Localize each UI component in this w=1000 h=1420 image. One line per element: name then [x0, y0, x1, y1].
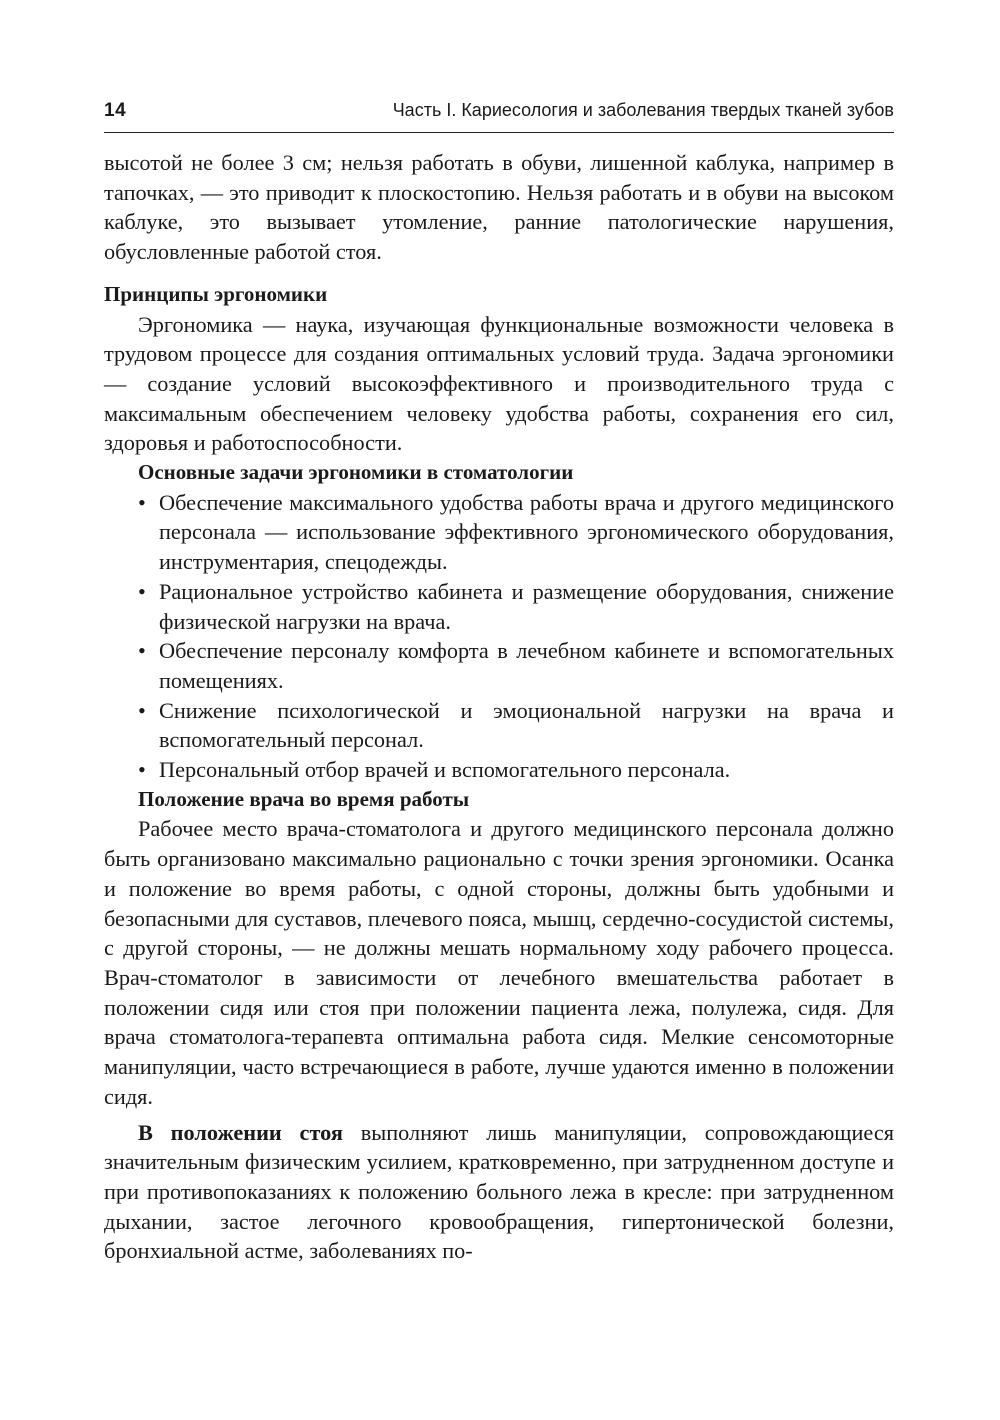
position-paragraph: Рабочее место врача-стоматолога и другого медицинского персонала должно быть организовано максимально рационально с точки зрения эргономики. Осанка и положение во время работы, с одной стороны, должны быть удобными и безопасными для суставов, плечевого пояса, мышц, сердечно-сосудистой системы, с другой стороны, — не должны мешать нормальному ходу рабочего процесса. Врач-стоматолог в зависимости от лечебного вмешательства работает в положении сидя или стоя при положении пациента лежа, полулежа, сидя. Для врача стоматолога-терапевта оптимальна работа сидя. Мелкие сенсомоторные манипуляции, часто встречающиеся в работе, лучше удаются именно в положении сидя. — [104, 816, 894, 1109]
list-item: • Персональный отбор врачей и вспомогательного персонала. — [138, 755, 894, 785]
ergonomics-paragraph: Эргономика — наука, изучающая функциональные возможности человека в трудовом процессе для создания оптимальных условий труда. Задача эргономики — создание условий высокоэффективного и производительного труда с максимальным обеспечением человеку удобства работы, сохранения его сил, здоровья и работоспособности. — [104, 311, 894, 456]
page-body — [104, 148, 894, 1266]
list-item: • Рациональное устройство кабинета и размещение оборудования, снижение физической нагрузки на врача. — [138, 577, 894, 636]
standing-lead: В положении стоя — [138, 1119, 343, 1145]
heading-main-tasks: Основные задачи эргономики в стоматологии — [138, 460, 574, 485]
heading-doctor-position: Положение врача во время работы — [138, 786, 470, 811]
standing-paragraph — [104, 1118, 894, 1267]
standing-text: выполняют лишь манипуляции, сопровождающиеся значительным физическим усилием, кратковременно, при затрудненном доступе и при противопоказаниях к положению больного лежа в кресле: при затрудненном дыхании, застое легочного кровообращения, гипертонической болезни, бронхиальной астме, заболеваниях по- — [104, 1119, 894, 1264]
intro-paragraph: высотой не более 3 см; нельзя работать в обуви, лишенной каблука, например в тапочках, — это приводит к плоскостопию. Нельзя работать и в обуви на высоком каблуке, это вызывает утомление, ранние патологические нарушения, обусловленные работой стоя. — [104, 150, 894, 265]
heading-ergonomics-principles: Принципы эргономики — [104, 281, 328, 306]
list-item: • Обеспечение персоналу комфорта в лечебном кабинете и вспомогательных помещениях. — [138, 636, 894, 695]
running-title: Часть I. Кариесология и заболевания твердых тканей зубов — [392, 100, 894, 120]
list-item: • Обеспечение максимального удобства работы врача и другого медицинского персонала — использование эффективного эргономического оборудования, инструментария, спецодежды. — [138, 488, 894, 577]
list-item: • Снижение психологической и эмоциональной нагрузки на врача и вспомогательный персонал. — [138, 696, 894, 755]
page-number: 14 — [104, 100, 127, 121]
tasks-list — [104, 488, 894, 785]
page-header — [104, 96, 894, 133]
